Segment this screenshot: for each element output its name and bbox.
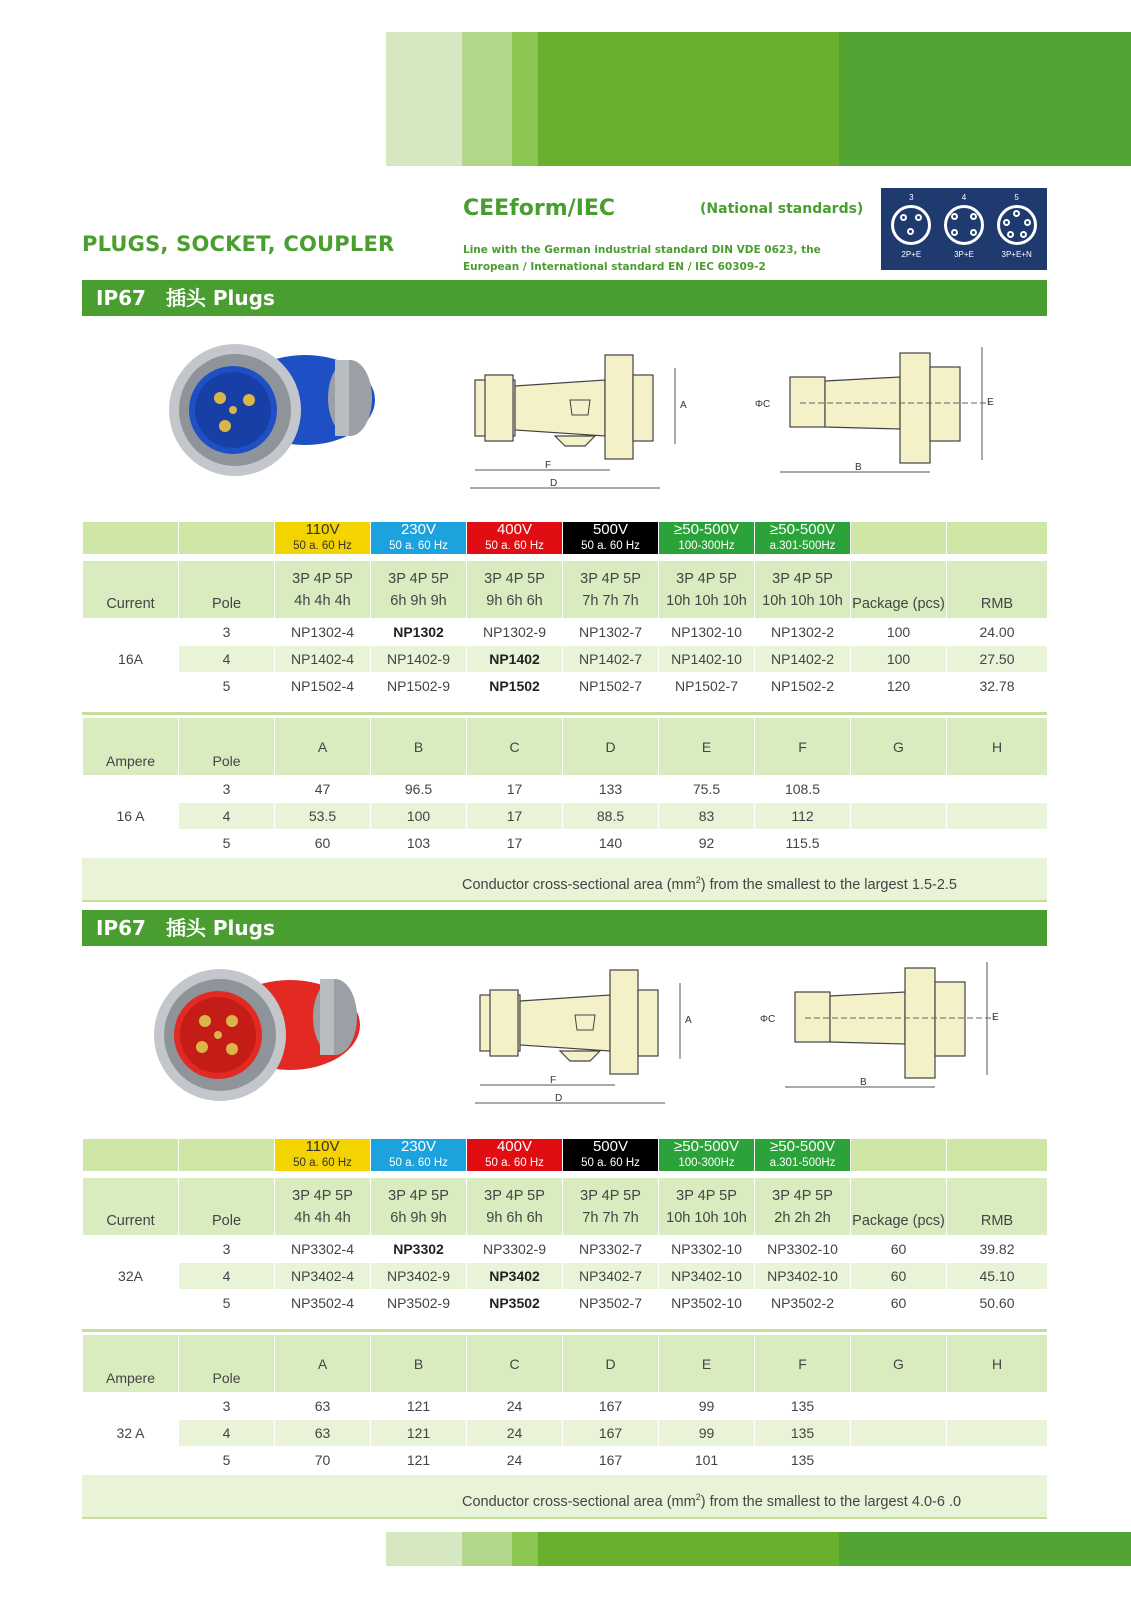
code-cell: NP3502-7 <box>563 1290 659 1317</box>
dimension-header-row <box>83 1335 1048 1393</box>
dim-cell: 101 <box>659 1447 755 1474</box>
socket-face-icon <box>891 205 931 245</box>
side-view-drawing <box>475 965 705 1115</box>
code-cell: NP3502-2 <box>755 1290 851 1317</box>
dim-cell: 47 <box>275 776 371 803</box>
dim-cell: 108.5 <box>755 776 851 803</box>
divider <box>82 1329 1047 1332</box>
code-cell: NP1402-7 <box>563 646 659 673</box>
dim-cell <box>947 776 1048 803</box>
dim-cell: 100 <box>371 803 467 830</box>
header-position: 3P 4P 5P 7h 7h 7h <box>563 561 659 619</box>
code-cell: NP3502-4 <box>275 1290 371 1317</box>
pole-cell: 3 <box>179 619 275 646</box>
dim-label-a: A <box>680 400 687 411</box>
voltage-110v: 110V 50 a. 60 Hz <box>275 1139 371 1172</box>
code-cell: NP1402 <box>467 646 563 673</box>
header-dim-f: F <box>755 1335 851 1393</box>
product-table-16a <box>82 521 1048 700</box>
code-cell: NP3302 <box>371 1236 467 1263</box>
pin-config-5 <box>993 192 1041 270</box>
dim-cell: 135 <box>755 1393 851 1420</box>
code-cell: NP3502-9 <box>371 1290 467 1317</box>
dim-cell: 75.5 <box>659 776 755 803</box>
code-cell: NP3502-10 <box>659 1290 755 1317</box>
pole-cell: 3 <box>179 1236 275 1263</box>
voltage-50-500v-b: ≥50-500V a.301-500Hz <box>755 1139 851 1172</box>
dim-cell: 60 <box>275 830 371 857</box>
dim-cell <box>947 1447 1048 1474</box>
header-dim-a: A <box>275 1335 371 1393</box>
ip-rating: IP67 <box>96 286 146 310</box>
dimension-header-row <box>83 718 1048 776</box>
table-row <box>83 776 1048 803</box>
socket-face-icon <box>997 205 1037 245</box>
top-decorative-band <box>386 32 1131 166</box>
pin-label: 3P+E <box>954 250 974 259</box>
header-position: 3P 4P 5P 9h 6h 6h <box>467 1178 563 1236</box>
dim-cell: 99 <box>659 1420 755 1447</box>
dim-label-d: D <box>555 1093 563 1104</box>
voltage-50-500v-b: ≥50-500V a.301-500Hz <box>755 522 851 555</box>
dimension-table-32a <box>82 1334 1048 1474</box>
dim-label-b: B <box>855 462 862 473</box>
dim-cell: 135 <box>755 1447 851 1474</box>
dim-cell: 121 <box>371 1393 467 1420</box>
table-row <box>83 646 1048 673</box>
header-ampere: Ampere <box>83 1335 179 1393</box>
header-position: 3P 4P 5P 10h 10h 10h <box>659 561 755 619</box>
package-cell: 120 <box>851 673 947 700</box>
dim-cell: 24 <box>467 1420 563 1447</box>
dim-cell: 17 <box>467 803 563 830</box>
pin-config-4 <box>940 192 988 270</box>
header-package: Package (pcs) <box>851 561 947 619</box>
header-position: 3P 4P 5P 6h 9h 9h <box>371 1178 467 1236</box>
code-cell: NP1302-4 <box>275 619 371 646</box>
table-row <box>83 1420 1048 1447</box>
header-position: 3P 4P 5P 10h 10h 10h <box>659 1178 755 1236</box>
table-row <box>83 1263 1048 1290</box>
section-title-bar <box>82 910 1047 946</box>
header-position: 3P 4P 5P 9h 6h 6h <box>467 561 563 619</box>
code-cell: NP3302-7 <box>563 1236 659 1263</box>
current-value: 32A <box>83 1236 179 1317</box>
code-cell: NP1302-2 <box>755 619 851 646</box>
header-current: Current <box>83 561 179 619</box>
code-cell: NP1302-7 <box>563 619 659 646</box>
code-cell: NP3302-4 <box>275 1236 371 1263</box>
price-cell: 50.60 <box>947 1290 1048 1317</box>
code-cell: NP1402-9 <box>371 646 467 673</box>
ampere-value: 32 A <box>83 1393 179 1474</box>
code-cell: NP3402-4 <box>275 1263 371 1290</box>
conductor-note: Conductor cross-sectional area $(mm^2)$ from the smallest to the largest 1.5-2.5 <box>82 858 1047 902</box>
header-dim-c: C <box>467 718 563 776</box>
dim-label-f: F <box>545 460 552 471</box>
price-cell: 24.00 <box>947 619 1048 646</box>
empty-cell <box>179 522 275 555</box>
voltage-header-row <box>83 1139 1048 1172</box>
pin-config-3 <box>887 192 935 270</box>
voltage-400v: 400V 50 a. 60 Hz <box>467 522 563 555</box>
header-rmb: RMB <box>947 561 1048 619</box>
ip-rating: IP67 <box>96 916 146 940</box>
empty-cell <box>83 1139 179 1172</box>
code-cell: NP1302 <box>371 619 467 646</box>
pole-cell: 4 <box>179 1263 275 1290</box>
bottom-decorative-band <box>386 1532 1131 1566</box>
code-cell: NP1302-10 <box>659 619 755 646</box>
dim-cell: 96.5 <box>371 776 467 803</box>
pole-cell: 5 <box>179 673 275 700</box>
code-cell: NP3402-9 <box>371 1263 467 1290</box>
empty-cell <box>947 1139 1048 1172</box>
dim-cell <box>851 803 947 830</box>
code-cell: NP3402 <box>467 1263 563 1290</box>
header-dim-d: D <box>563 1335 659 1393</box>
header-dim-g: G <box>851 1335 947 1393</box>
dim-label-d: D <box>550 478 558 489</box>
red-plug-image <box>150 955 360 1115</box>
voltage-230v: 230V 50 a. 60 Hz <box>371 1139 467 1172</box>
header-dim-h: H <box>947 1335 1048 1393</box>
code-cell: NP1502-7 <box>659 673 755 700</box>
voltage-header-row <box>83 522 1048 555</box>
code-cell: NP3302-10 <box>659 1236 755 1263</box>
voltage-230v: 230V 50 a. 60 Hz <box>371 522 467 555</box>
dim-label-e: E <box>992 1012 999 1023</box>
package-cell: 100 <box>851 646 947 673</box>
pin-count: 4 <box>961 193 967 202</box>
table-row <box>83 619 1048 646</box>
pin-label: 3P+E+N <box>1001 250 1032 259</box>
voltage-500v: 500V 50 a. 60 Hz <box>563 1139 659 1172</box>
code-cell: NP3502 <box>467 1290 563 1317</box>
package-cell: 100 <box>851 619 947 646</box>
pole-cell: 3 <box>179 1393 275 1420</box>
dim-cell: 167 <box>563 1447 659 1474</box>
dim-cell: 63 <box>275 1393 371 1420</box>
code-cell: NP1402-2 <box>755 646 851 673</box>
table-row <box>83 1236 1048 1263</box>
dim-cell <box>947 1393 1048 1420</box>
pole-cell: 4 <box>179 803 275 830</box>
pole-cell: 5 <box>179 1447 275 1474</box>
header-dim-e: E <box>659 718 755 776</box>
blue-plug-image <box>165 330 375 490</box>
section-title-bar <box>82 280 1047 316</box>
header-position: 3P 4P 5P 10h 10h 10h <box>755 561 851 619</box>
code-cell: NP1502-4 <box>275 673 371 700</box>
dim-cell: 17 <box>467 776 563 803</box>
pin-label: 2P+E <box>901 250 922 259</box>
code-cell: NP1502-7 <box>563 673 659 700</box>
empty-cell <box>851 522 947 555</box>
voltage-50-500v-a: ≥50-500V 100-300Hz <box>659 1139 755 1172</box>
voltage-50-500v-a: ≥50-500V 100-300Hz <box>659 522 755 555</box>
header-dim-e: E <box>659 1335 755 1393</box>
dimension-table-16a <box>82 717 1048 857</box>
dim-label-e: E <box>987 397 994 408</box>
header-dim-g: G <box>851 718 947 776</box>
header-ampere: Ampere <box>83 718 179 776</box>
dim-label-phi-c: ΦC <box>755 399 771 410</box>
header-dim-h: H <box>947 718 1048 776</box>
dim-label-b: B <box>860 1077 867 1088</box>
table-row <box>83 1393 1048 1420</box>
header-pole: Pole <box>179 1335 275 1393</box>
dim-cell: 121 <box>371 1447 467 1474</box>
pin-count: 5 <box>1014 193 1019 202</box>
dim-label-f: F <box>550 1075 557 1086</box>
table-row <box>83 803 1048 830</box>
dim-label-a: A <box>685 1015 692 1026</box>
code-cell: NP1402-4 <box>275 646 371 673</box>
header-rmb: RMB <box>947 1178 1048 1236</box>
package-cell: 60 <box>851 1263 947 1290</box>
dim-cell <box>851 1420 947 1447</box>
dim-label-phi-c: ΦC <box>760 1014 776 1025</box>
dim-cell: 167 <box>563 1393 659 1420</box>
code-cell: NP1502-2 <box>755 673 851 700</box>
code-cell: NP3402-7 <box>563 1263 659 1290</box>
dim-cell <box>851 1447 947 1474</box>
header-dim-b: B <box>371 1335 467 1393</box>
pole-cell: 3 <box>179 776 275 803</box>
current-value: 16A <box>83 619 179 700</box>
price-cell: 45.10 <box>947 1263 1048 1290</box>
dim-cell: 17 <box>467 830 563 857</box>
page-heading: PLUGS, SOCKET, COUPLER <box>82 232 395 256</box>
voltage-110v: 110V 50 a. 60 Hz <box>275 522 371 555</box>
header-position: 3P 4P 5P 6h 9h 9h <box>371 561 467 619</box>
dim-cell: 140 <box>563 830 659 857</box>
header-pole: Pole <box>179 561 275 619</box>
divider <box>82 712 1047 715</box>
voltage-400v: 400V 50 a. 60 Hz <box>467 1139 563 1172</box>
header-dim-b: B <box>371 718 467 776</box>
table-row <box>83 673 1048 700</box>
price-cell: 27.50 <box>947 646 1048 673</box>
dim-cell: 70 <box>275 1447 371 1474</box>
pole-cell: 5 <box>179 1290 275 1317</box>
conductor-note: Conductor cross-sectional area $(mm^2)$ from the smallest to the largest 4.0-6 .0 <box>82 1475 1047 1519</box>
code-cell: NP3402-10 <box>755 1263 851 1290</box>
header-package: Package (pcs) <box>851 1178 947 1236</box>
front-view-drawing <box>755 345 1010 485</box>
dim-cell <box>851 830 947 857</box>
empty-cell <box>947 522 1048 555</box>
dim-cell: 24 <box>467 1393 563 1420</box>
front-view-drawing <box>760 960 1015 1100</box>
code-cell: NP1502-9 <box>371 673 467 700</box>
header-position: 3P 4P 5P 4h 4h 4h <box>275 561 371 619</box>
dim-cell <box>947 830 1048 857</box>
table-header-row <box>83 561 1048 619</box>
dim-cell: 121 <box>371 1420 467 1447</box>
dim-cell: 167 <box>563 1420 659 1447</box>
pin-count: 3 <box>909 193 914 202</box>
empty-cell <box>83 522 179 555</box>
product-table-32a <box>82 1138 1048 1317</box>
price-cell: 39.82 <box>947 1236 1048 1263</box>
dim-cell <box>947 803 1048 830</box>
header-position: 3P 4P 5P 7h 7h 7h <box>563 1178 659 1236</box>
dim-cell: 112 <box>755 803 851 830</box>
table-row <box>83 1290 1048 1317</box>
code-cell: NP3402-10 <box>659 1263 755 1290</box>
package-cell: 60 <box>851 1290 947 1317</box>
dim-cell: 92 <box>659 830 755 857</box>
side-view-drawing <box>470 350 700 500</box>
dim-cell <box>851 1393 947 1420</box>
code-cell: NP1402-10 <box>659 646 755 673</box>
pole-cell: 4 <box>179 1420 275 1447</box>
header-current: Current <box>83 1178 179 1236</box>
code-cell: NP3302-10 <box>755 1236 851 1263</box>
standards-description: Line with the German industrial standard DIN VDE 0623, the European / International standard EN / IEC 60309-2 <box>463 244 821 273</box>
section-title: 插头 Plugs <box>165 286 275 310</box>
code-cell: NP1502 <box>467 673 563 700</box>
ampere-value: 16 A <box>83 776 179 857</box>
dim-cell <box>947 1420 1048 1447</box>
header-pole: Pole <box>179 718 275 776</box>
header-dim-a: A <box>275 718 371 776</box>
price-cell: 32.78 <box>947 673 1048 700</box>
dim-cell: 83 <box>659 803 755 830</box>
dim-cell <box>851 776 947 803</box>
voltage-500v: 500V 50 a. 60 Hz <box>563 522 659 555</box>
dim-cell: 133 <box>563 776 659 803</box>
header-dim-d: D <box>563 718 659 776</box>
dim-cell: 99 <box>659 1393 755 1420</box>
dim-cell: 103 <box>371 830 467 857</box>
dim-cell: 135 <box>755 1420 851 1447</box>
pole-cell: 5 <box>179 830 275 857</box>
cee-title: CEEform/IEC <box>463 196 616 221</box>
dim-cell: 88.5 <box>563 803 659 830</box>
dim-cell: 63 <box>275 1420 371 1447</box>
socket-face-icon <box>944 205 984 245</box>
header-position: 3P 4P 5P 4h 4h 4h <box>275 1178 371 1236</box>
empty-cell <box>179 1139 275 1172</box>
pole-cell: 4 <box>179 646 275 673</box>
table-row <box>83 1447 1048 1474</box>
dim-cell: 53.5 <box>275 803 371 830</box>
header-dim-c: C <box>467 1335 563 1393</box>
empty-cell <box>851 1139 947 1172</box>
national-standards-label: (National standards) <box>700 201 864 217</box>
header-pole: Pole <box>179 1178 275 1236</box>
table-header-row <box>83 1178 1048 1236</box>
section-title: 插头 Plugs <box>165 916 275 940</box>
header-position: 3P 4P 5P 2h 2h 2h <box>755 1178 851 1236</box>
pin-configuration-panel <box>881 188 1047 270</box>
package-cell: 60 <box>851 1236 947 1263</box>
code-cell: NP3302-9 <box>467 1236 563 1263</box>
code-cell: NP1302-9 <box>467 619 563 646</box>
dim-cell: 115.5 <box>755 830 851 857</box>
table-row <box>83 830 1048 857</box>
dim-cell: 24 <box>467 1447 563 1474</box>
header-dim-f: F <box>755 718 851 776</box>
